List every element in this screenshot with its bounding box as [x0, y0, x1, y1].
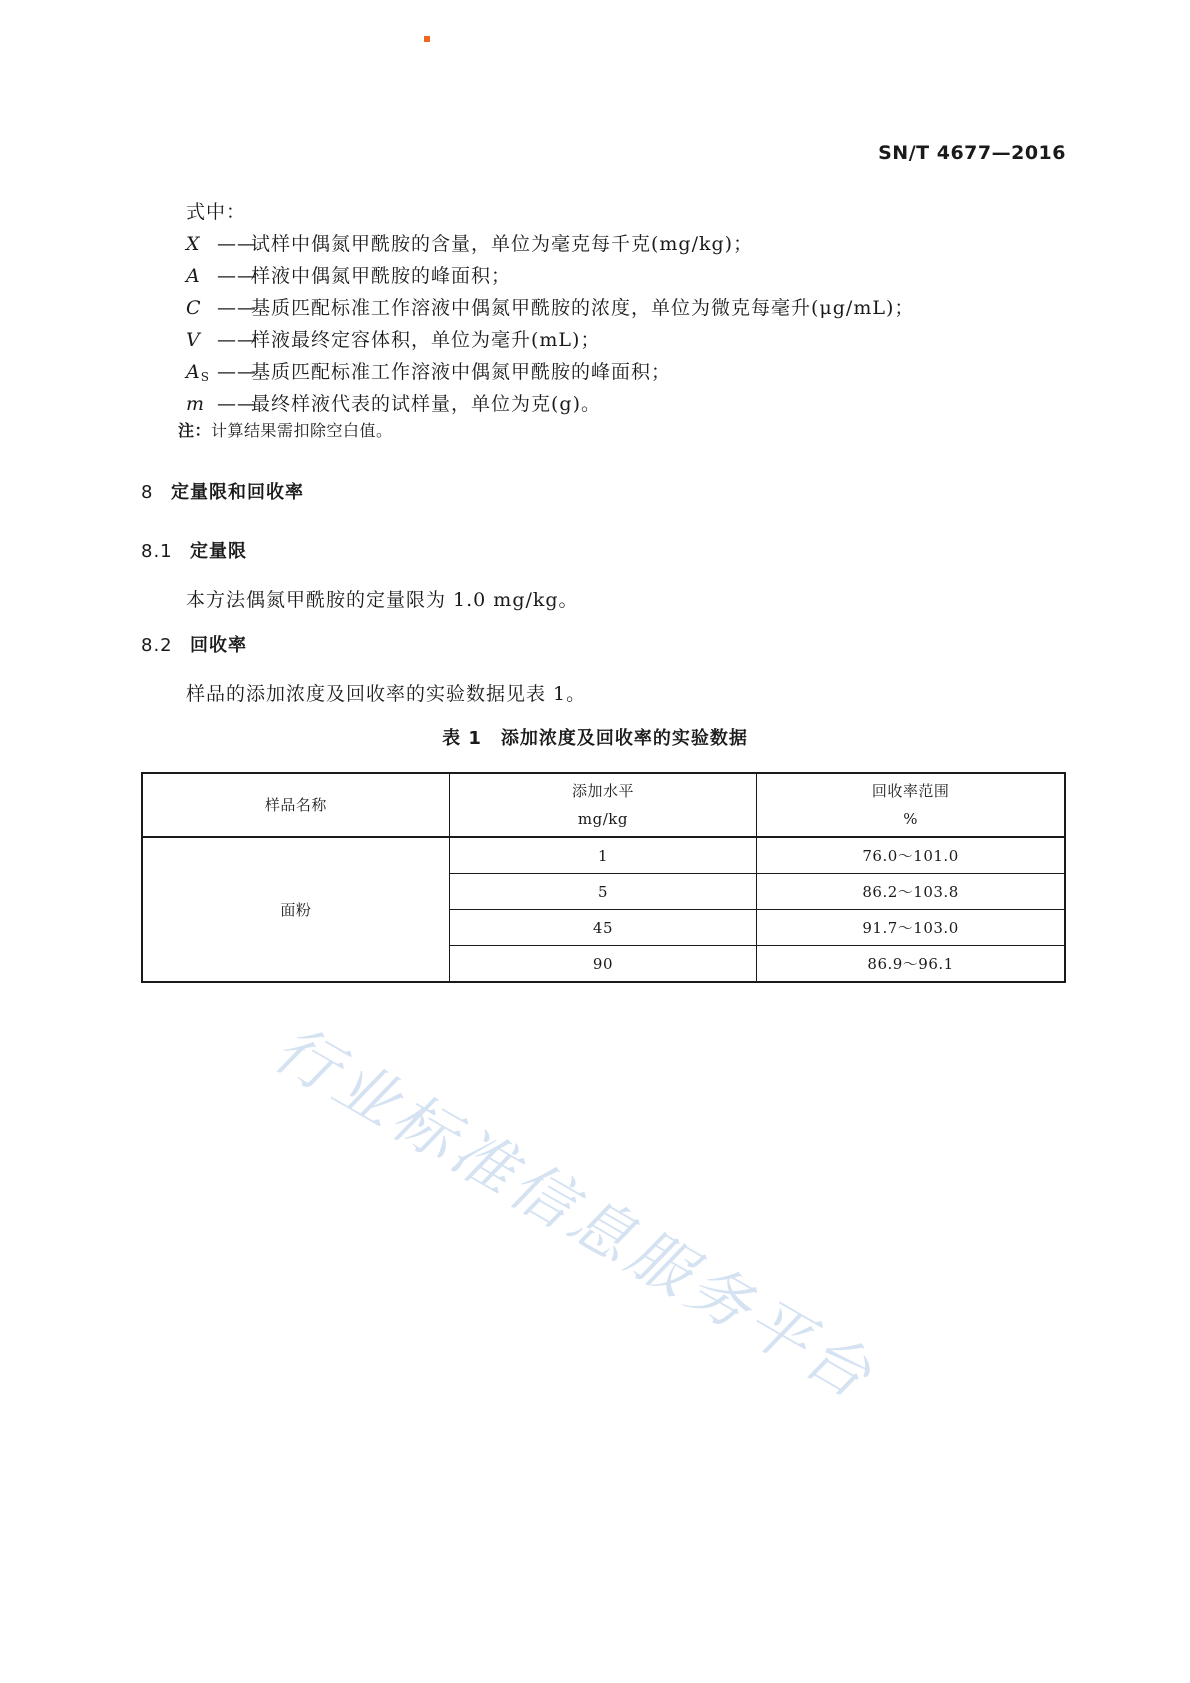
table-caption: 表 1 添加浓度及回收率的实验数据	[442, 728, 748, 749]
symbol-letter: m	[186, 393, 206, 415]
recovery-table	[141, 772, 1066, 983]
header-line: 添加水平	[571, 782, 634, 800]
definition-row	[186, 388, 914, 420]
definition-text: 试样中偶氮甲酰胺的含量，单位为毫克每千克(mg/kg)；	[251, 233, 754, 255]
spike-level-cell: 90	[449, 946, 756, 983]
variable-symbol	[186, 292, 217, 324]
header-spike-level	[449, 773, 756, 837]
recovery-cell: 76.0～101.0	[757, 837, 1065, 874]
definition-row	[186, 292, 914, 324]
definition-dash: ——	[217, 393, 257, 415]
header-line: 回收率范围	[871, 782, 950, 800]
recovery-cell: 86.9～96.1	[757, 946, 1065, 983]
document-number: SN/T 4677—2016	[878, 142, 1066, 164]
definition-list	[186, 228, 914, 420]
spike-level-cell: 1	[449, 837, 756, 874]
symbol-letter: X	[186, 233, 201, 255]
section-number: 8.1	[141, 541, 173, 562]
variable-symbol	[186, 356, 217, 388]
symbol-subscript: S	[200, 370, 210, 384]
section-title: 定量限	[190, 541, 247, 562]
section-8-2-text: 样品的添加浓度及回收率的实验数据见表 1。	[186, 683, 587, 705]
variable-symbol	[186, 324, 217, 356]
symbol-letter: C	[186, 297, 202, 319]
recovery-cell: 91.7～103.0	[757, 910, 1065, 946]
definition-dash: ——	[217, 361, 257, 383]
definition-dash: ——	[217, 233, 257, 255]
definition-dash: ——	[217, 265, 257, 287]
definition-row	[186, 228, 914, 260]
note-label: 注：	[178, 421, 212, 440]
recovery-cell: 86.2～103.8	[757, 874, 1065, 910]
definition-dash: ——	[217, 297, 257, 319]
section-8-heading	[141, 478, 304, 504]
definition-row	[186, 356, 914, 388]
header-unit: mg/kg	[577, 810, 628, 828]
section-number: 8.2	[141, 635, 173, 656]
header-recovery-range	[757, 773, 1065, 837]
symbol-letter: A	[186, 265, 201, 287]
note-text: 计算结果需扣除空白值。	[211, 421, 393, 440]
section-title: 回收率	[190, 635, 247, 656]
sample-name-cell: 面粉	[142, 837, 449, 982]
variable-definitions	[186, 196, 914, 420]
watermark: 行业标准信息服务平台	[262, 1011, 888, 1415]
table-row	[142, 837, 1065, 874]
section-number: 8	[141, 482, 154, 503]
definition-dash: ——	[217, 329, 257, 351]
definition-text: 最终样液代表的试样量，单位为克(g)。	[251, 393, 601, 415]
variable-symbol	[186, 388, 217, 420]
section-8-2-heading	[141, 631, 247, 657]
definition-text: 样液中偶氮甲酰胺的峰面积；	[251, 265, 512, 287]
variable-symbol	[186, 228, 217, 260]
definition-row	[186, 324, 914, 356]
header-unit: %	[903, 810, 918, 828]
note	[178, 418, 393, 441]
table-header-row	[142, 773, 1065, 837]
definition-text: 基质匹配标准工作溶液中偶氮甲酰胺的峰面积；	[251, 361, 672, 383]
definition-text: 基质匹配标准工作溶液中偶氮甲酰胺的浓度，单位为微克每毫升(μg/mL)；	[251, 297, 915, 319]
header-sample-name: 样品名称	[142, 773, 449, 837]
section-8-1-text: 本方法偶氮甲酰胺的定量限为 1.0 mg/kg。	[186, 589, 579, 611]
section-title: 定量限和回收率	[171, 482, 304, 503]
section-8-1-heading	[141, 537, 247, 563]
spike-level-cell: 45	[449, 910, 756, 946]
symbol-letter: V	[186, 329, 201, 351]
orange-marker	[424, 36, 430, 42]
spike-level-cell: 5	[449, 874, 756, 910]
definition-text: 样液最终定容体积，单位为毫升(mL)；	[251, 329, 601, 351]
symbol-letter: A	[186, 361, 201, 383]
variable-symbol	[186, 260, 217, 292]
where-intro: 式中：	[186, 201, 247, 223]
definition-row	[186, 260, 914, 292]
